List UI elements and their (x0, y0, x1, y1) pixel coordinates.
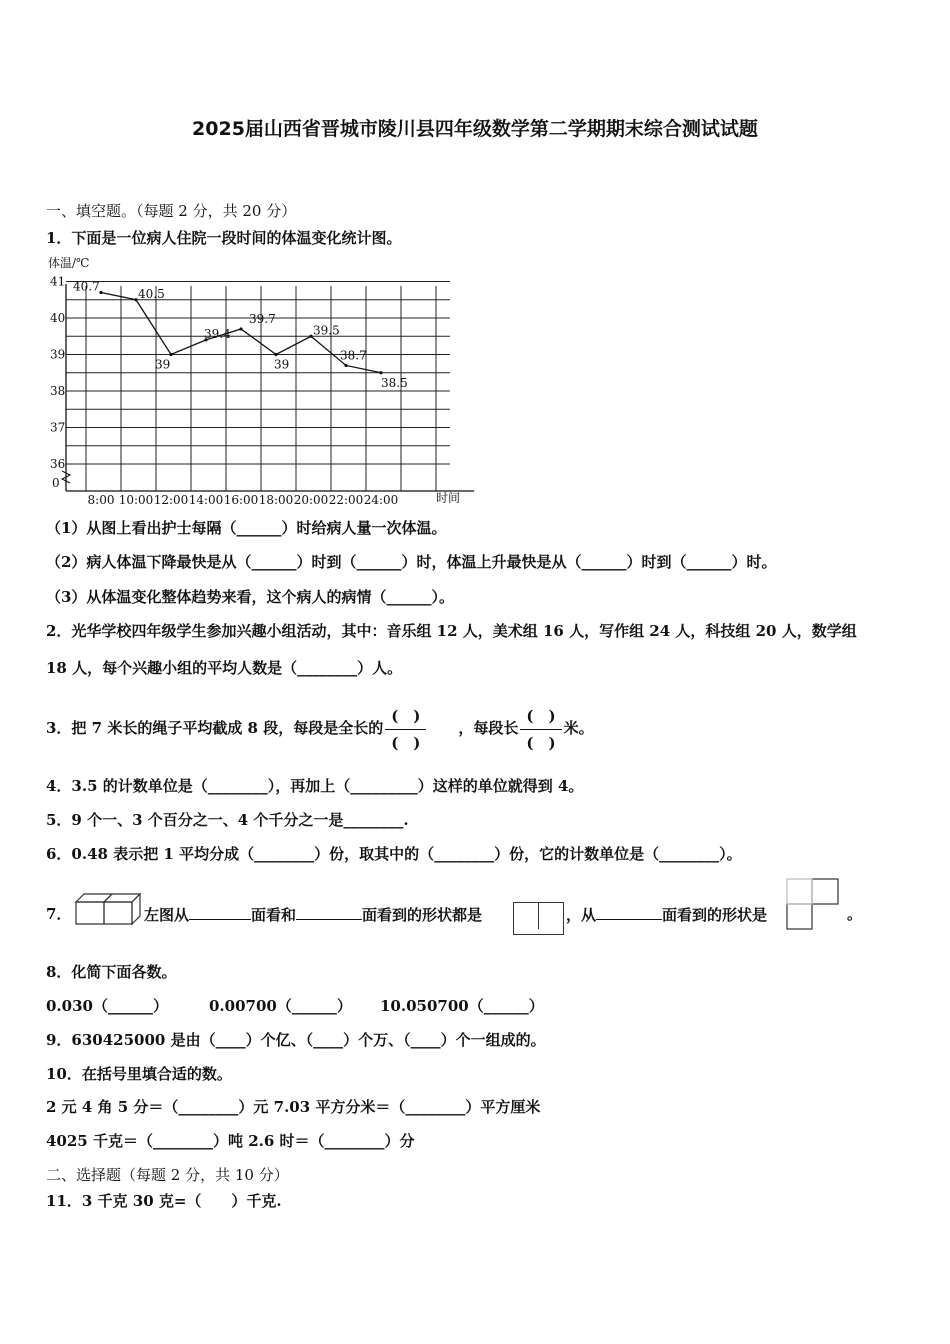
question-1: 1．下面是一位病人住院一段时间的体温变化统计图。 (46, 229, 402, 247)
x-tick-label: 10:00 (118, 493, 154, 507)
question-8-item-a: 0.030（______） (46, 997, 168, 1015)
question-3-text: 3．把 7 米长的绳子平均截成 8 段，每段是全长的 (46, 719, 384, 737)
data-point (169, 353, 172, 356)
fraction-blank (385, 705, 426, 754)
data-value-label: 39.4 (204, 326, 231, 341)
cube-solid-figure (74, 890, 142, 926)
x-tick-label: 16:00 (223, 493, 259, 507)
y-tick-label: 41 (50, 274, 66, 289)
blank-line[interactable] (296, 904, 362, 920)
x-tick-label: 22:00 (328, 493, 364, 507)
fraction-denominator: ( ) (391, 733, 421, 752)
question-10-line-2: 4025 千克＝（________）吨 2.6 时＝（________）分 (46, 1132, 415, 1150)
data-point (274, 353, 277, 356)
data-point (99, 291, 102, 294)
question-7-text-b (566, 904, 767, 925)
question-4: 4．3.5 的计数单位是（________），再加上（_________）这样的单位就得到 4。 (46, 777, 584, 795)
question-7-part-2: 面看和 (251, 906, 297, 924)
question-5: 5．9 个一、3 个百分之一、4 个千分之一是________. (46, 811, 409, 829)
data-value-label: 40.7 (73, 279, 100, 294)
x-tick-label: 24:00 (363, 493, 399, 507)
temperature-line-chart (46, 255, 486, 507)
question-7-number: 7． (46, 905, 72, 923)
chart-origin-label: 0 (52, 476, 60, 490)
question-8-item-b: 0.00700（______） (209, 997, 352, 1015)
question-1-part-3: （3）从体温变化整体趋势来看，这个病人的病情（______）。 (46, 588, 454, 606)
question-11: 11．3 千克 30 克=（ ）千克. (46, 1192, 282, 1210)
y-tick-label: 39 (50, 347, 66, 362)
y-tick-label: 38 (50, 384, 66, 398)
question-10-line-1: 2 元 4 角 5 分＝（________）元 7.03 平方分米＝（________）平方厘米 (46, 1098, 541, 1116)
question-7-part-4: ，从 (566, 906, 597, 924)
x-tick-label: 8:00 (87, 493, 115, 507)
question-1-part-1: （1）从图上看出护士每隔（______）时给病人量一次体温。 (46, 519, 447, 537)
data-point (379, 371, 382, 374)
x-tick-label: 14:00 (188, 493, 224, 507)
section-heading-fill-blank: 一、填空题。（每题 2 分，共 20 分） (46, 202, 297, 220)
data-value-label: 39 (274, 357, 290, 372)
data-point (344, 364, 347, 367)
x-tick-label: 12:00 (153, 493, 189, 507)
fraction-blank-2 (520, 705, 561, 754)
chart-y-axis-label: 体温/℃ (48, 256, 90, 270)
y-tick-label: 40 (50, 311, 66, 325)
data-value-label: 39.5 (313, 323, 340, 338)
data-value-label: 39.7 (249, 311, 276, 326)
chart-x-axis-label: 时间 (436, 491, 461, 505)
question-10: 10．在括号里填合适的数。 (46, 1065, 232, 1083)
data-point (239, 327, 242, 330)
question-7-text (144, 904, 482, 925)
question-8-items (46, 996, 544, 1016)
blank-line[interactable] (189, 904, 251, 920)
section-heading-choice: 二、选择题（每题 2 分，共 10 分） (46, 1166, 289, 1184)
x-tick-label: 20:00 (293, 493, 329, 507)
question-7-part-1: 左图从 (144, 906, 190, 924)
data-value-label: 39 (155, 357, 171, 372)
question-3-text-3: 米。 (563, 719, 594, 737)
question-2-line-1: 2．光华学校四年级学生参加兴趣小组活动，其中：音乐组 12 人，美术组 16 人，写作组 24 人，科技组 20 人，数学组 (46, 622, 857, 640)
fraction-denominator-2: ( ) (526, 733, 556, 752)
question-8: 8．化简下面各数。 (46, 963, 177, 981)
question-8-item-c: 10.050700（______） (380, 997, 544, 1015)
question-3-text-2: ，每段长 (458, 719, 519, 737)
question-1-part-2: （2）病人体温下降最快是从（______）时到（______）时，体温上升最快是从（______）时到（______）时。 (46, 553, 777, 571)
fraction-numerator: ( ) (385, 705, 426, 730)
axis-break-mark (62, 471, 70, 483)
y-tick-label: 36 (50, 457, 66, 471)
question-7-part-5: 面看到的形状是 (662, 906, 768, 924)
two-square-shape (513, 902, 564, 935)
blank-line[interactable] (596, 904, 662, 920)
l-shape-figure (786, 878, 842, 932)
data-value-label: 40.5 (138, 286, 165, 301)
data-value-label: 38.7 (340, 348, 367, 363)
question-7-part-3: 面看到的形状都是 (362, 906, 483, 924)
question-7-end: 。 (847, 905, 863, 923)
page-title: 2025届山西省晋城市陵川县四年级数学第二学期期末综合测试试题 (192, 118, 758, 140)
data-value-label: 38.5 (381, 375, 408, 390)
y-tick-label: 37 (50, 420, 66, 435)
x-tick-label: 18:00 (258, 493, 294, 507)
fraction-numerator-2: ( ) (520, 705, 561, 730)
question-2-line-2: 18 人，每个兴趣小组的平均人数是（________）人。 (46, 659, 403, 677)
question-3 (46, 693, 594, 754)
question-6: 6．0.48 表示把 1 平均分成（________）份，取其中的（________）份，它的计数单位是（________）。 (46, 845, 742, 863)
question-9: 9．630425000 是由（____）个亿、（____）个万、（____）个一组成的。 (46, 1031, 546, 1049)
